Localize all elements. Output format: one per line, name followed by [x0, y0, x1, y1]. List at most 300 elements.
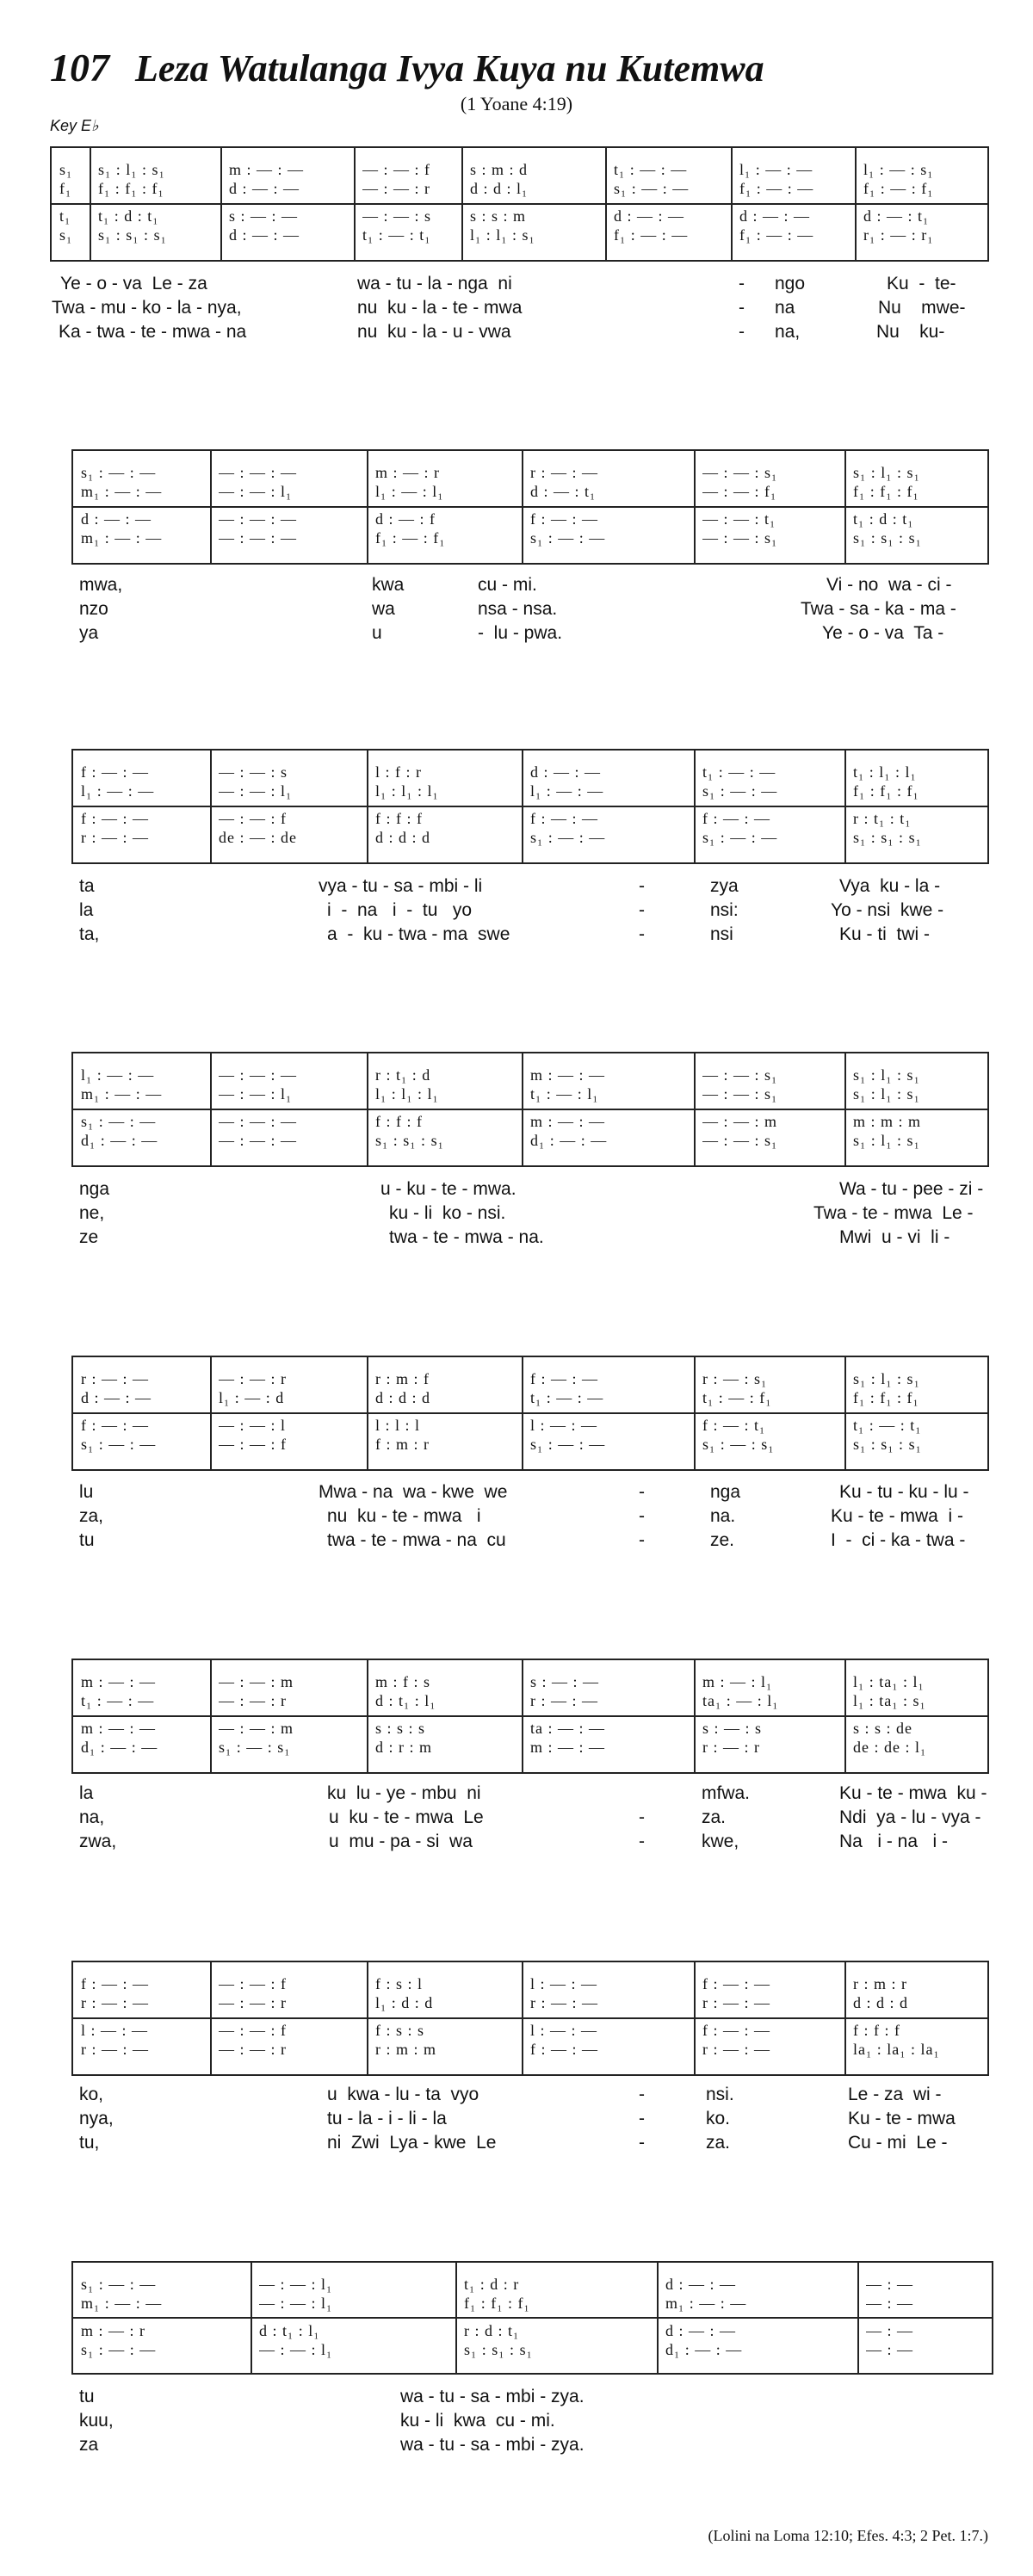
measure-notes: — : — — [866, 2322, 914, 2339]
voice-part-2 — [73, 1084, 987, 1104]
measure-notes: f₁ : — : f₁ — [375, 529, 446, 547]
measure-notes: s : — : — — [229, 207, 299, 225]
measure-notes: l₁ : — : s₁ — [863, 161, 934, 178]
measure-notes: r : d : t₁ — [464, 2322, 520, 2339]
lyric-syllables: na, — [79, 1807, 105, 1827]
measure-notes: s₁ : l₁ : s₁ — [853, 1370, 920, 1387]
measure-notes: f₁ : — : — — [739, 226, 814, 244]
measure-notes: f : — : — — [530, 1370, 598, 1387]
measure-notes: d : — : — — [614, 207, 685, 225]
measure-notes: f : — : — — [702, 1975, 770, 1992]
measure-notes: s₁ : s₁ : s₁ — [853, 529, 922, 547]
measure-notes: s : m : d — [470, 161, 529, 178]
voice-part-2 — [73, 781, 987, 801]
voice-part-4 — [73, 2339, 992, 2360]
measure-notes: — : — : s₁ — [702, 1085, 778, 1103]
lyric-syllables: ze — [79, 1227, 99, 1247]
lyric-syllables: kwa — [372, 575, 405, 595]
measure-notes: — : — : f — [362, 161, 430, 178]
measure-notes: s₁ : — : — — [530, 529, 606, 547]
measure-notes: d : d : d — [375, 1389, 431, 1406]
lyric-syllables: tu, — [79, 2133, 100, 2153]
lyric-syllables: ko. — [706, 2109, 731, 2128]
lyric-syllables: ya — [79, 623, 99, 643]
measure-notes: r : — : — — [81, 1370, 149, 1387]
lyric-syllables: ne, — [79, 1203, 105, 1223]
voice-part-3 — [73, 1415, 987, 1436]
measure-notes: t₁ : d : t₁ — [853, 510, 914, 528]
lyric-syllables: - — [639, 2133, 645, 2153]
lyric-syllables: wa - tu - sa - mbi - zya. — [400, 2387, 585, 2406]
lyric-syllables: kwe, — [702, 1832, 739, 1851]
measure-notes: m₁ : — : — — [665, 2295, 747, 2312]
solfa-staff — [71, 449, 989, 565]
measure-notes: d : r : m — [375, 1739, 432, 1756]
measure-notes: m₁ : — : — — [81, 483, 163, 500]
lyric-syllables: Le - za wi - — [848, 2085, 942, 2104]
lyric-syllables: Ku - te- — [887, 274, 956, 293]
measure-notes: l₁ : — : d — [219, 1389, 285, 1406]
measure-notes: t₁ : — : — — [530, 1389, 604, 1406]
voice-part-3 — [73, 509, 987, 529]
measure-notes: d₁ : — : — — [81, 1132, 158, 1149]
lyric-syllables: zwa, — [79, 1832, 117, 1851]
lyric-syllables: - — [739, 274, 745, 293]
measure-notes: ta₁ : — : l₁ — [702, 1692, 779, 1709]
lyric-syllables: Mwa - na wa - kwe we — [319, 1482, 508, 1502]
measure-notes: d₁ : — : — — [530, 1132, 608, 1149]
measure-notes: f : — : — — [530, 2041, 598, 2058]
measure-notes: f : — : — — [702, 810, 770, 827]
lyric-syllables: Ku - te - mwa ku - — [839, 1783, 987, 1803]
measure-notes: t₁ : — : t₁ — [853, 1417, 922, 1434]
measure-notes: — : — : s₁ — [702, 1132, 778, 1149]
solfa-staff — [71, 1052, 989, 1167]
lyric-syllables: - — [639, 900, 645, 920]
lyric-syllables: - — [739, 298, 745, 318]
measure-notes: — : — : s₁ — [702, 1066, 778, 1084]
lyric-syllables: ku lu - ye - mbu ni — [327, 1783, 481, 1803]
lyric-syllables: ko, — [79, 2085, 104, 2104]
lyric-syllables: Ku - ti twi - — [839, 924, 931, 944]
lyric-syllables: ta — [79, 876, 95, 896]
measure-notes: s₁ : — : — — [81, 2276, 157, 2293]
measure-notes: r : m : f — [375, 1370, 430, 1387]
voice-part-2 — [73, 1387, 987, 1408]
hymn-heading — [50, 45, 764, 90]
measure-notes: — : — : — — [219, 529, 298, 547]
lyric-syllables: Ka - twa - te - mwa - na — [59, 322, 247, 342]
lyric-syllables: na, — [775, 322, 801, 342]
measure-notes: t₁ — [59, 207, 71, 225]
measure-notes: t₁ : d : t₁ — [98, 207, 159, 225]
measure-notes: d : d : l₁ — [470, 180, 529, 197]
lyric-syllables: ni Zwi Lya - kwe Le — [327, 2133, 497, 2153]
measure-notes: f₁ : — : — — [739, 180, 814, 197]
lyric-syllables: a - ku - twa - ma swe — [327, 924, 510, 944]
lyric-syllables: wa - tu - sa - mbi - zya. — [400, 2435, 585, 2455]
measure-notes: m : — : — — [530, 1739, 606, 1756]
measure-notes: f : — : — — [702, 2022, 770, 2039]
measure-notes: — : — — [866, 2341, 914, 2358]
lyric-syllables: nga — [79, 1179, 110, 1199]
lyric-syllables: Ye - o - va Le - za — [60, 274, 207, 293]
lyric-syllables: kuu, — [79, 2411, 114, 2431]
measure-notes: — : — : r — [219, 1692, 287, 1709]
lyric-syllables: mfwa. — [702, 1783, 751, 1803]
measure-notes: m : — : l₁ — [702, 1673, 773, 1690]
measure-notes: m : — : — — [81, 1673, 157, 1690]
voice-part-4 — [73, 1434, 987, 1455]
measure-notes: m : m : m — [853, 1113, 922, 1130]
measure-notes: s₁ : — : s₁ — [219, 1739, 291, 1756]
measure-notes: s₁ : s₁ : s₁ — [853, 1436, 922, 1453]
lyric-syllables: ngo — [775, 274, 806, 293]
measure-notes: s₁ : l₁ : s₁ — [853, 464, 920, 481]
lyric-verse-3 — [0, 1227, 1033, 1253]
measure-notes: r : t₁ : t₁ — [853, 810, 912, 827]
measure-notes: s : s : s — [375, 1720, 426, 1737]
lyric-syllables: twa - te - mwa - na cu — [327, 1530, 506, 1550]
measure-notes: r : — : — — [81, 829, 149, 846]
voice-part-1 — [73, 2274, 992, 2295]
measure-notes: l : — : — — [530, 1417, 598, 1434]
measure-notes: l₁ : l₁ : l₁ — [375, 1085, 439, 1103]
measure-notes: — : — : f₁ — [702, 483, 777, 500]
measure-notes: t₁ : l₁ : l₁ — [853, 763, 917, 781]
measure-notes: m : — : r — [81, 2322, 145, 2339]
measure-notes: r₁ : — : r₁ — [863, 226, 934, 244]
scripture-reference: (1 Yoane 4:19) — [460, 93, 573, 114]
measure-notes: — : — : f — [219, 1975, 287, 1992]
measure-notes: — : — : l₁ — [259, 2341, 333, 2358]
lyric-syllables: - — [739, 322, 745, 342]
measure-notes: — : — : f — [219, 2022, 287, 2039]
solfa-staff — [50, 146, 989, 262]
lyric-syllables: ku - li kwa cu - mi. — [400, 2411, 555, 2431]
lyric-syllables: la — [79, 1783, 94, 1803]
measure-notes: de : de : l₁ — [853, 1739, 927, 1756]
measure-notes: t₁ : — : — — [614, 161, 688, 178]
measure-notes: t₁ : — : — — [81, 1692, 155, 1709]
measure-notes: l : — : — — [530, 1975, 598, 1992]
measure-notes: r : — : — — [81, 1994, 149, 2011]
lyric-verse-3 — [0, 2435, 1033, 2461]
measure-notes: s₁ : — : — — [81, 1436, 157, 1453]
lyric-syllables: Cu - mi Le - — [848, 2133, 948, 2153]
measure-notes: d : — : — — [665, 2276, 737, 2293]
lyric-syllables: Twa - sa - ka - ma - — [801, 599, 956, 619]
measure-notes: r : — : — — [702, 2041, 770, 2058]
measure-notes: s₁ : — : — — [614, 180, 690, 197]
measure-notes: — : — : r — [362, 180, 430, 197]
measure-notes: s₁ : l₁ : s₁ — [853, 1132, 920, 1149]
measure-notes: t₁ : — : f₁ — [702, 1389, 772, 1406]
solfa-staff — [71, 749, 989, 864]
lyric-syllables: u mu - pa - si wa — [329, 1832, 473, 1851]
measure-notes: f₁ : f₁ : f₁ — [853, 483, 919, 500]
voice-part-4 — [73, 1130, 987, 1151]
measure-notes: f₁ : — : — — [614, 226, 689, 244]
measure-notes: d : — : t₁ — [863, 207, 930, 225]
voice-part-3 — [52, 206, 987, 226]
lyric-syllables: nsi. — [706, 2085, 734, 2104]
measure-notes: m : — : r — [375, 464, 440, 481]
measure-notes: la₁ : la₁ : la₁ — [853, 2041, 940, 2058]
lyric-syllables: Vi - no wa - ci - — [826, 575, 952, 595]
lyric-verse-3 — [0, 1832, 1033, 1857]
measure-notes: f₁ : f₁ : f₁ — [853, 1389, 919, 1406]
lyric-syllables: Twa - te - mwa Le - — [813, 1203, 974, 1223]
measure-notes: s₁ : — : — — [530, 829, 606, 846]
lyric-syllables: Mwi u - vi li - — [839, 1227, 950, 1247]
lyric-syllables: Yo - nsi kwe - — [831, 900, 944, 920]
measure-notes: l₁ : — : — — [81, 782, 155, 800]
measure-notes: f₁ : — : f₁ — [863, 180, 934, 197]
lyric-verse-2 — [0, 2109, 1033, 2134]
measure-notes: f : — : — — [81, 763, 149, 781]
lyric-verse-1 — [0, 1482, 1033, 1508]
voice-part-4 — [73, 1737, 987, 1757]
measure-notes: l₁ : — : — — [739, 161, 813, 178]
lyric-syllables: tu — [79, 1530, 95, 1550]
measure-notes: t₁ : d : r — [464, 2276, 520, 2293]
voice-part-4 — [73, 2039, 987, 2060]
lyric-syllables: Na i - na i - — [839, 1832, 949, 1851]
lyric-syllables: u kwa - lu - ta vyo — [327, 2085, 479, 2104]
voice-part-2 — [52, 178, 987, 199]
hymn-number: 107 — [50, 46, 109, 90]
measure-notes: — : — : — — [219, 510, 298, 528]
voice-part-1 — [73, 462, 987, 483]
voice-part-4 — [73, 528, 987, 548]
lyric-syllables: na. — [710, 1506, 736, 1526]
lyric-syllables: - — [639, 2085, 645, 2104]
voice-part-3 — [73, 2020, 987, 2041]
measure-notes: s₁ : — : — — [81, 2341, 157, 2358]
lyric-syllables: nsa - nsa. — [478, 599, 558, 619]
voice-part-1 — [73, 1671, 987, 1692]
lyric-verse-1 — [0, 2387, 1033, 2412]
measure-notes: r : — : — — [81, 2041, 149, 2058]
lyric-syllables: - lu - pwa. — [478, 623, 563, 643]
measure-notes: — : — : m — [219, 1720, 294, 1737]
measure-notes: m : — : — — [530, 1113, 606, 1130]
measure-notes: l₁ : — : — — [81, 1066, 155, 1084]
lyric-verse-3 — [0, 924, 1033, 950]
measure-notes: t₁ : — : l₁ — [530, 1085, 599, 1103]
lyric-verse-2 — [0, 1506, 1033, 1532]
lyric-syllables: zya — [710, 876, 739, 896]
measure-notes: f : — : — — [81, 1417, 149, 1434]
lyric-syllables: u — [372, 623, 382, 643]
voice-part-1 — [52, 159, 987, 180]
measure-notes: r : t₁ : d — [375, 1066, 431, 1084]
measure-notes: t₁ : — : t₁ — [362, 226, 431, 244]
lyric-verse-2 — [0, 2411, 1033, 2437]
measure-notes: s : s : m — [470, 207, 527, 225]
measure-notes: r : — : — — [530, 1692, 598, 1709]
lyric-syllables: Ku - te - mwa i - — [831, 1506, 964, 1526]
measure-notes: d : — : — — [229, 180, 300, 197]
measure-notes: — : — : l₁ — [259, 2276, 333, 2293]
solfa-staff — [71, 1659, 989, 1774]
measure-notes: s₁ : l₁ : s₁ — [98, 161, 165, 178]
lyric-verse-3 — [0, 2133, 1033, 2159]
measure-notes: d : d : d — [853, 1994, 909, 2011]
measure-notes: l : — : — — [81, 2022, 149, 2039]
lyric-verse-3 — [0, 1530, 1033, 1556]
lyric-syllables: - — [639, 1832, 645, 1851]
measure-notes: m₁ : — : — — [81, 2295, 163, 2312]
lyric-syllables: nu ku - la - te - mwa — [357, 298, 523, 318]
lyric-syllables: nzo — [79, 599, 108, 619]
measure-notes: — : — : l₁ — [219, 483, 293, 500]
measure-notes: — : — : l₁ — [259, 2295, 333, 2312]
measure-notes: f : — : — — [530, 810, 598, 827]
measure-notes: f : — : — — [81, 810, 149, 827]
measure-notes: — : — : — — [219, 464, 298, 481]
measure-notes: d : — : — — [81, 510, 152, 528]
lyric-syllables: nya, — [79, 2109, 114, 2128]
measure-notes: l₁ : ta₁ : s₁ — [853, 1692, 926, 1709]
lyric-syllables: tu — [79, 2387, 95, 2406]
measure-notes: — : — : s₁ — [702, 464, 778, 481]
lyric-syllables: nsi — [710, 924, 733, 944]
measure-notes: r : m : r — [853, 1975, 907, 1992]
voice-part-2 — [73, 1690, 987, 1711]
lyric-syllables: mwa, — [79, 575, 123, 595]
measure-notes: f₁ — [59, 180, 72, 197]
measure-notes: l₁ : ta₁ : l₁ — [853, 1673, 925, 1690]
measure-notes: — : — : r — [219, 1994, 287, 2011]
voice-part-4 — [52, 225, 987, 245]
measure-notes: r : — : — — [702, 1994, 770, 2011]
lyric-syllables: Nu ku- — [876, 322, 945, 342]
measure-notes: d : — : — — [229, 226, 300, 244]
measure-notes: s₁ : s₁ : s₁ — [98, 226, 167, 244]
voice-part-2 — [73, 1992, 987, 2013]
lyric-syllables: wa — [372, 599, 395, 619]
voice-part-2 — [73, 481, 987, 502]
lyric-syllables: za. — [706, 2133, 731, 2153]
lyric-syllables: ta, — [79, 924, 100, 944]
measure-notes: — : — : r — [219, 2041, 287, 2058]
measure-notes: f : — : — — [81, 1975, 149, 1992]
lyric-syllables: ze. — [710, 1530, 735, 1550]
voice-part-3 — [73, 1718, 987, 1739]
staff-divider — [73, 2317, 992, 2319]
solfa-staff — [71, 1961, 989, 2076]
measure-notes: — : — — [866, 2276, 914, 2293]
measure-notes: d : — : — — [81, 1389, 152, 1406]
measure-notes: s₁ : — : — — [702, 829, 778, 846]
lyric-syllables: Wa - tu - pee - zi - — [839, 1179, 984, 1199]
lyric-verse-1 — [0, 1179, 1033, 1205]
measure-notes: f₁ : f₁ : f₁ — [464, 2295, 530, 2312]
lyric-verse-3 — [0, 623, 1033, 649]
solfa-staff — [71, 2261, 993, 2375]
measure-notes: s₁ : l₁ : s₁ — [853, 1085, 920, 1103]
lyric-syllables: - — [639, 1482, 645, 1502]
measure-notes: m : — : — — [229, 161, 305, 178]
voice-part-3 — [73, 808, 987, 829]
staff-divider — [52, 203, 987, 205]
measure-notes: s₁ : — : s₁ — [702, 1436, 775, 1453]
measure-notes: — : — : l₁ — [219, 782, 293, 800]
lyric-verse-1 — [0, 876, 1033, 902]
measure-notes: de : — : de — [219, 829, 297, 846]
lyric-syllables: la — [79, 900, 94, 920]
measure-notes: — : — — [866, 2295, 914, 2312]
lyric-syllables: za — [79, 2435, 99, 2455]
measure-notes: d : t₁ : l₁ — [259, 2322, 320, 2339]
voice-part-3 — [73, 2320, 992, 2341]
measure-notes: s₁ : l₁ : s₁ — [853, 1066, 920, 1084]
measure-notes: d : — : — — [530, 763, 602, 781]
lyric-syllables: wa - tu - la - nga ni — [357, 274, 512, 293]
lyric-syllables: nu ku - te - mwa i — [327, 1506, 481, 1526]
measure-notes: m : — : — — [81, 1720, 157, 1737]
lyric-syllables: Nu mwe- — [878, 298, 966, 318]
lyric-syllables: cu - mi. — [478, 575, 537, 595]
measure-notes: f : — : t₁ — [702, 1417, 766, 1434]
measure-notes: — : — : — — [219, 1113, 298, 1130]
measure-notes: s : — : — — [530, 1673, 600, 1690]
voice-part-1 — [73, 1974, 987, 1994]
lyric-syllables: u - ku - te - mwa. — [380, 1179, 516, 1199]
measure-notes: m : — : — — [530, 1066, 606, 1084]
measure-notes: d : — : f — [375, 510, 436, 528]
measure-notes: l : l : l — [375, 1417, 421, 1434]
lyric-verse-2 — [0, 1807, 1033, 1833]
lyric-syllables: tu - la - i - li - la — [327, 2109, 447, 2128]
voice-part-1 — [73, 762, 987, 782]
measure-notes: s : s : de — [853, 1720, 913, 1737]
measure-notes: r : — : — — [530, 464, 598, 481]
voice-part-1 — [73, 1065, 987, 1085]
lyric-syllables: Ku - te - mwa — [848, 2109, 956, 2128]
lyric-syllables: lu — [79, 1482, 94, 1502]
measure-notes: s₁ : — : — — [81, 1113, 157, 1130]
key-signature: Key E♭ — [50, 117, 99, 134]
lyric-syllables: Ye - o - va Ta - — [822, 623, 944, 643]
measure-notes: s₁ : — : — — [702, 782, 778, 800]
lyric-syllables: I - ci - ka - twa - — [831, 1530, 966, 1550]
lyric-verse-1 — [0, 2085, 1033, 2110]
measure-notes: r : m : m — [375, 2041, 436, 2058]
measure-notes: s₁ : s₁ : s₁ — [375, 1132, 444, 1149]
measure-notes: m : f : s — [375, 1673, 431, 1690]
measure-notes: r : — : s₁ — [702, 1370, 768, 1387]
measure-notes: — : — : — — [219, 1132, 298, 1149]
measure-notes: s₁ : — : — — [81, 464, 157, 481]
measure-notes: m₁ : — : — — [81, 1085, 163, 1103]
measure-notes: f : f : f — [853, 2022, 900, 2039]
measure-notes: f₁ : f₁ : f₁ — [853, 782, 919, 800]
lyric-syllables: - — [639, 876, 645, 896]
measure-notes: r : — : r — [702, 1739, 760, 1756]
measure-notes: l₁ : — : l₁ — [375, 483, 444, 500]
lyric-verse-2 — [0, 1203, 1033, 1229]
measure-notes: l₁ : l₁ : s₁ — [470, 226, 535, 244]
lyric-syllables: Ku - tu - ku - lu - — [839, 1482, 969, 1502]
measure-notes: t₁ : — : — — [702, 763, 776, 781]
measure-notes: s₁ — [59, 161, 73, 178]
measure-notes: f : f : f — [375, 810, 423, 827]
measure-notes: l₁ : — : — — [530, 782, 604, 800]
lyric-verse-3 — [0, 322, 1033, 348]
